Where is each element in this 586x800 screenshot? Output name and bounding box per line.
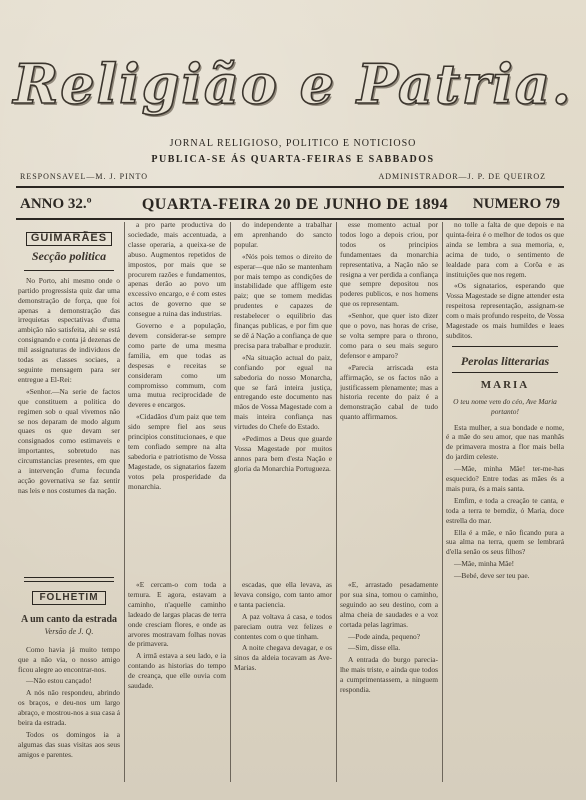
paragraph: Como havia já muito tempo que a não via, o nosso amigo ficou alegre ao encontrar-nos. <box>18 644 120 674</box>
column-3-upper <box>234 220 332 565</box>
paragraph: —Bebé, deve ser teu pae. <box>454 571 530 581</box>
paragraph: —Não estou cançado! <box>26 676 92 686</box>
paragraph: «Pedimos a Deus que guarde Vossa Magestade por muitos annos para bem d'esta Nação e gloria da Monarchia Portugueza. <box>234 434 332 473</box>
paragraph: Ella é a mãe, e não ficando pura a sua alma na terra, quem se lembrará d'ella senão os seus filhos? <box>446 527 564 557</box>
paragraph: —Pode ainda, pequeno? <box>348 631 421 641</box>
paragraph: «Na situação actual do paiz, confiando por egual na sabedoria do nosso Monarcha, que se fará inteira justiça, entregando este documento nas mãos de Vossa Magestade com a mais inteira confiança nas virtudes do Chefe do Estado. <box>234 352 332 432</box>
paragraph: «Nós pois temos o direito de esperar—que não se mantenham por mais tempo as condições de instabilidade que affligem este paiz; que se tomem medidas prudentes e capazes de restabelecer o equilibrio das finanças publicas, e por fim que se dê á Nação a confiança de que precisa para trabalhar e produzir. <box>234 251 332 350</box>
paragraph: No Porto, ahi mesmo onde o partido progressista quiz dar uma demonstração de força, que foi apenas a demonstração das irrequietas espectativas d'uma ambição não satisfeita, ahi se está consignando e conta já dezenas de mil assignaturas de individuos de todas as classes sociaes, a seguinte mensagem para ser entregue a El-Rei: <box>18 275 120 384</box>
paragraph: —Sim, disse ella. <box>348 643 401 653</box>
paragraph: «Cidadãos d'um paiz que tem sido sempre fiel aos seus principios constitucionaes, e que tem confiado sempre na alta sabedoria e patriotismo de Vossa Magestade, os signatarios fazem votos pela prosperidade da monarchia. <box>128 412 226 491</box>
paragraph: «E, arrastado pesadamente por sua sina, tomou o caminho, seguindo ao seu destino, com a alma cheia de saudades e a voz cortada pelas lagrimas. <box>340 580 438 629</box>
paragraph: A noite chegava devagar, e os sinos da aldeia tocavam as Ave-Marias. <box>234 643 332 673</box>
column-divider <box>336 222 337 782</box>
section-heading: Perolas litterarias <box>460 353 550 368</box>
responsible-editor: RESPONSAVEL—M. J. PINTO <box>20 172 149 181</box>
paragraph: A irmã estava a seu lado, e ia contando as historias do tempo de creança, que elle ouvia com saudade. <box>128 651 226 691</box>
place-heading: GUIMARÃES <box>26 232 112 246</box>
paragraph: «Os signatarios, esperando que Vossa Magestade se digne attender esta respeitosa representação, assignam-se com o mais profundo respeito, de Vossa Magestade os mais humildes e leaes subditos. <box>446 281 564 340</box>
column-2-lower <box>128 580 226 780</box>
paragraph: A entrada do burgo parecia-lhe mais triste, e ainda que todos a cumprimentassem, a ninguem respondia. <box>340 655 438 695</box>
paragraph: esse momento actual por todos logo a depois criou, por todos os principios fundamentaes da monarchia representativa, a Nação não se resigna a ver perdida a confiança que sempre depositou nos poderes publicos, e nos homens que os representam. <box>340 220 438 309</box>
divider <box>452 346 558 347</box>
issue-date: QUARTA-FEIRA 20 DE JUNHO DE 1894 <box>141 196 449 213</box>
paragraph: «Senhor.—Na serie de factos que constituem a politica do regimen sob o qual vivemos não se nos deparam de modo algum quaes os que devam ser consignados como estimaveis e importantes, sobretudo nas circumstancias presentes, em que a intervenção d'uma fecunda acção governativa se faz sentir nas leis e nos costumes da nação. <box>18 386 120 495</box>
column-2-upper <box>128 220 226 565</box>
divider <box>24 270 114 271</box>
paragraph: A nós não respondeu, abrindo os braços, e deu-nos um largo abraço, e mostrou-nos a sua casa á beira da estrada. <box>18 688 120 728</box>
divider <box>24 577 114 582</box>
column-3-lower <box>234 580 332 780</box>
column-1-upper <box>18 220 120 565</box>
paragraph: Esta mulher, a sua bondade e nome, é a mãe do seu amor, que nas manhãs de primavera mostra a flor mais bella do jardim celeste. <box>446 422 564 462</box>
administrator: ADMINISTRADOR—J. P. DE QUEIROZ <box>378 172 546 181</box>
masthead-title: Religião e Patria. <box>13 52 573 116</box>
column-divider <box>230 222 231 782</box>
poem-title: MARIA <box>480 378 530 391</box>
column-5 <box>446 220 564 780</box>
paragraph: A paz voltava á casa, e todos pareciam outra vez felizes e contentes com o que tinham. <box>234 611 332 641</box>
paragraph: a pro parte productiva do sociedade, mais accentuada, a classe operaria, a queixa-se de abuso. Augmentos repetidos de impostos, por mais que se procurem razões e fundamentos, apenas derão ao povo um excessivo encargo, e é com estes actos de governo que se consegue a ruina das industrias. <box>128 220 226 319</box>
paragraph: escadas, que ella levava, as levava consigo, com tanto amor e tanta paciencia. <box>234 580 332 609</box>
paragraph: «E cercam-o com toda a ternura. E agora, estavam a caminho, n'aquelle caminho ladeado de largas placas de terra onde cresciam flores, e onde as arvores mostravam folhas novas de primavera. <box>128 580 226 649</box>
column-4-upper <box>340 220 438 565</box>
column-divider <box>124 222 125 782</box>
folhetim-version: Versão de J. Q. <box>44 626 94 636</box>
column-divider <box>442 222 443 782</box>
paragraph: «Senhor, que quer isto dizer que o povo, nas horas de crise, se volta sempre para o throno, como para o seu mais seguro defensor e amparo? <box>340 311 438 360</box>
issue-number: NUMERO 79 <box>472 196 560 212</box>
paragraph: Emfim, e toda a creação te canta, e toda a terra te bemdiz, ó Maria, doce estrella do mar. <box>446 495 564 525</box>
paragraph: no tolle a falta de que depois e na quinta-feira é o melhor de todos os que ainda se lembra a sua memoria, e, acima de tudo, o sentimento de lealdade para com a Corôa e as instituições que nos regem. <box>446 220 564 279</box>
paragraph: Governo e a população, devem considerar-se sempre como parte de uma mesma familia, em que todas as despesas e receitas se consideram como um compromisso commum, com uma mutua reciprocidade de deveres e encargos. <box>128 321 226 410</box>
section-title: Secção politica <box>31 248 107 263</box>
divider <box>452 372 558 373</box>
publication-schedule: PUBLICA-SE ÁS QUARTA-FEIRAS E SABBADOS <box>151 154 435 165</box>
paragraph: Todos os domingos ia a algumas das suas visitas aos seus amigos e parentes. <box>18 729 120 759</box>
paragraph: —Mãe, minha Mãe! ter-me-has esquecido? Entre todas as mães és a mais pura, és a mais santa. <box>446 464 564 493</box>
poem-intro: O teu nome vem do céo, Ave Maria portanto! <box>453 396 557 416</box>
issue-year: ANNO 32.º <box>20 196 92 212</box>
paragraph: «Parecia arriscada esta affirmação, se os factos não a justificassem plenamente; mas a historia recente do paiz é a demonstração cabal de tudo quanto affirmamos. <box>340 362 438 422</box>
column-4-lower <box>340 580 438 780</box>
folhetim-heading: FOLHETIM <box>32 591 105 605</box>
folhetim-title: A um canto da estrada <box>20 613 118 625</box>
paragraph: —Mãe, minha Mãe! <box>454 559 515 569</box>
folhetim-column <box>18 572 120 782</box>
paragraph: do independente a trabalhar em aprenhando do sancto popular. <box>234 220 332 249</box>
masthead-subtitle: JORNAL RELIGIOSO, POLITICO E NOTICIOSO <box>169 138 417 149</box>
